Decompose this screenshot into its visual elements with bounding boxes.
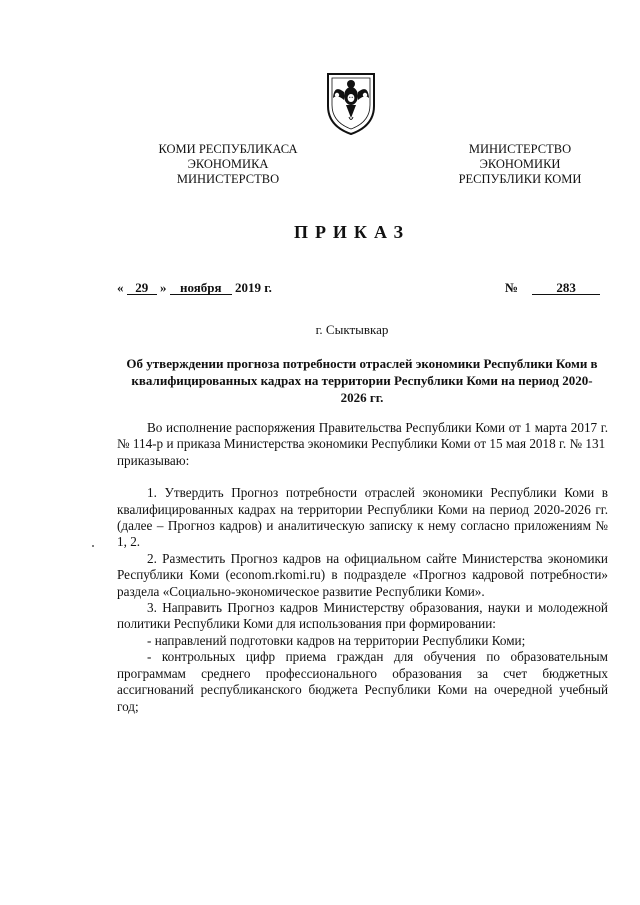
- number-label: №: [505, 280, 519, 295]
- document-body: [117, 420, 608, 715]
- bullet-1: - направлений подготовки кадров на территории Республики Коми;: [147, 632, 526, 648]
- document-subject: Об утверждении прогноза потребности отраслей экономики Республики Коми в квалифицированных кадрах на территории Республики Коми на период 2020-2026 гг.: [126, 356, 598, 405]
- document-type: ПРИКАЗ: [293, 222, 411, 242]
- date-close-quote: »: [160, 280, 167, 295]
- document-city: г. Сыктывкар: [315, 322, 389, 337]
- scan-speck: [92, 545, 94, 547]
- header-right-line-1: МИНИСТЕРСТВО: [468, 142, 572, 156]
- document-date: [117, 280, 272, 296]
- date-year: 2019 г.: [235, 280, 272, 295]
- header-left-line-2: ЭКОНОМИКА: [187, 157, 269, 171]
- header-right-line-2: ЭКОНОМИКИ: [479, 157, 561, 171]
- preamble: Во исполнение распоряжения Правительства Республики Коми от 1 марта 2017 г. № 114-р и приказа Министерства экономики Республики Коми от 15 мая 2018 г. № 131: [117, 420, 608, 452]
- bullet-2: - контрольных цифр приема граждан для обучения по образовательным программам среднего профессионального образования за счет бюджетных ассигнований республиканского бюджета Республики Коми на очередной учебный год;: [117, 649, 608, 714]
- paragraph-3: 3. Направить Прогноз кадров Министерству образования, науки и молодежной политики Республики Коми для использования при формировании:: [117, 600, 608, 632]
- date-month: ноября: [170, 281, 232, 295]
- date-day: 29: [127, 281, 157, 295]
- number-value: 283: [532, 281, 600, 295]
- header-org-russian: [430, 142, 610, 187]
- paragraph-1: 1. Утвердить Прогноз потребности отраслей экономики Республики Коми в квалифицированных кадрах на территории Республики Коми на период 2020-2026 гг. (далее – Прогноз кадров) и аналитическую записку к нему согласно приложениям № 1, 2.: [117, 485, 608, 550]
- document-number: [505, 280, 600, 296]
- header-left-line-1: КОМИ РЕСПУБЛИКАСА: [158, 142, 298, 156]
- header-left-line-3: МИНИСТЕРСТВО: [176, 172, 280, 186]
- paragraph-2: 2. Разместить Прогноз кадров на официальном сайте Министерства экономики Республики Коми (econom.rkomi.ru) в подразделе «Прогноз кадровой потребности» раздела «Социально-экономическое развитие Республики Коми».: [117, 550, 608, 599]
- order-word: приказываю:: [117, 452, 190, 468]
- coat-of-arms-icon: [322, 70, 380, 136]
- date-open-quote: «: [117, 280, 124, 295]
- header-org-komi: [138, 142, 318, 187]
- header-right-line-3: РЕСПУБЛИКИ КОМИ: [458, 172, 582, 186]
